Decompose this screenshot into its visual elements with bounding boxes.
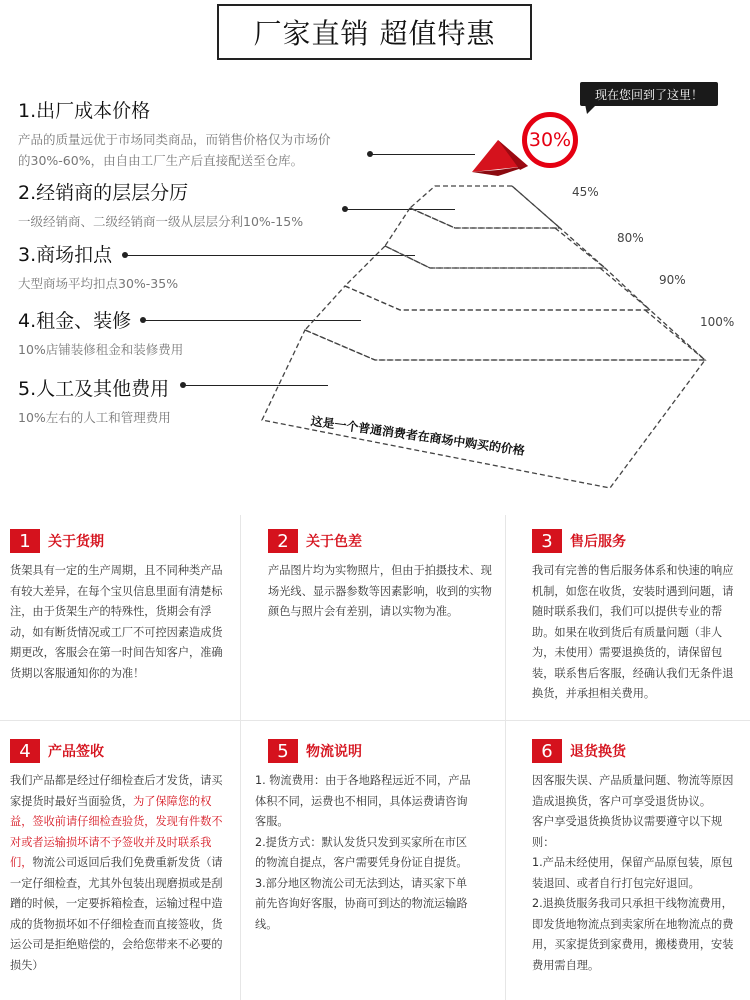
- level-percent: 80%: [617, 231, 644, 245]
- info-grid: [0, 515, 750, 1000]
- section-number: 4: [10, 739, 40, 763]
- percent-badge: 30%: [522, 112, 578, 168]
- section-color: [268, 525, 493, 623]
- section-title: 退货换货: [570, 744, 626, 760]
- level-percent: 45%: [572, 185, 599, 199]
- section-text: 物流公司返回后我们免费重新发货（请一定仔细检查，尤其外包装出现磨损或是刮蹭的时候，一定要拆箱检查，运输过程中造成的货物损坏如不仔细检查而直接签收，货运公司是拒绝赔偿的，会给您带来不必要的损失）: [10, 856, 223, 972]
- cost-item-desc: 大型商场平均扣点30%-35%: [18, 276, 179, 291]
- section-title: 关于货期: [48, 534, 104, 550]
- section-text: 产品图片均为实物照片，但由于拍摄技术、现场光线、显示器参数等因素影响，收到的实物颜色与照片会有差别，请以实物为准。: [268, 564, 492, 618]
- section-text: 因客服失误、产品质量问题、物流等原因造成退换货，客户可享受退货协议。: [532, 774, 734, 808]
- section-body: [10, 771, 232, 976]
- section-number: 5: [268, 739, 298, 763]
- section-receipt: [10, 735, 232, 976]
- cost-item-title: 5.人工及其他费用: [18, 378, 170, 400]
- cost-item-desc-line: 产品的质量远优于市场同类商品，而销售价格仅为市场价: [18, 132, 331, 147]
- cost-item-title: 2.经销商的层层分厉: [18, 182, 189, 204]
- grid-divider: [0, 720, 750, 721]
- section-number: 3: [532, 529, 562, 553]
- section-text: 我司有完善的售后服务体系和快速的响应机制，如您在收货，安装时遇到问题，请随时联系我们，我们可以提供专业的帮助。如果在收到货后有质量问题（非人为，未使用）需要退换货的，请保留包装，联系售后客服，经确认我们无条件退换货，并承担相关费用。: [532, 564, 734, 700]
- section-body: [532, 771, 744, 976]
- pyramid-base-text: 这是一个普通消费者在商场中购买的价格: [309, 413, 526, 458]
- section-title: 产品签收: [48, 744, 104, 760]
- grid-divider: [240, 515, 241, 1000]
- section-number: 6: [532, 739, 562, 763]
- bubble-tail-icon: [585, 104, 597, 114]
- cost-item-desc-line: 的30%-60%，由自由工厂生产后直接配送至仓库。: [18, 153, 304, 168]
- level-percent: 100%: [700, 315, 735, 329]
- cost-item-desc: 10%店铺装修租金和装修费用: [18, 342, 184, 357]
- section-text: 1. 物流费用：由于各地路程远近不同，产品体积不同，运费也不相同，具体运费请咨询客服。: [255, 774, 471, 828]
- page-title: 厂家直销 超值特惠: [253, 17, 496, 50]
- section-after-sales: [532, 525, 744, 705]
- section-title: 售后服务: [570, 534, 626, 550]
- cost-item-title: 3.商场扣点: [18, 244, 113, 266]
- cost-item-title: 4.租金、装修: [18, 310, 132, 332]
- level-percent: 90%: [659, 273, 686, 287]
- section-body: [532, 561, 744, 705]
- section-body: [268, 561, 493, 623]
- section-text: 我们产品都是经过仔细检查后才发货，请买家提货时最好当面验货，: [10, 774, 223, 808]
- cost-item-desc: 10%左右的人工和管理费用: [18, 410, 171, 425]
- section-returns: [532, 735, 744, 976]
- section-logistics: [255, 735, 475, 935]
- section-text: 2.提货方式：默认发货只发到买家所在市区的物流自提点，客户需要凭身份证自提货。: [255, 835, 468, 869]
- section-text: 货架具有一定的生产周期，且不同种类产品有较大差异，在每个宝贝信息里面有清楚标注，由于货架生产的特殊性，货期会有浮动，如有断货情况或工厂不可控因素造成货期更改，客服会在第一时间告知客户，准确货期以客服通知你的为准！: [10, 564, 223, 680]
- section-text: 1.产品未经使用，保留产品原包装，原包装退回、或者自行打包完好退回。: [532, 856, 733, 890]
- cost-item-desc: 一级经销商、二级经销商一级从层层分利10%-15%: [18, 214, 304, 229]
- section-title: 物流说明: [306, 744, 362, 760]
- section-text: 2.退换货服务我司只承担干线物流费用，即发货地物流点到卖家所在地物流点的费用，买家提货到家费用，搬楼费用，安装费用需自理。: [532, 897, 734, 972]
- section-body: [10, 561, 232, 684]
- cost-item-title: 1.出厂成本价格: [18, 100, 151, 122]
- section-number: 1: [10, 529, 40, 553]
- section-body: [255, 771, 475, 935]
- section-text: 客户享受退货换货协议需要遵守以下规则：: [532, 815, 723, 849]
- grid-divider: [505, 515, 506, 1000]
- callout-bubble: 现在您回到了这里！: [580, 82, 718, 106]
- section-delivery: [10, 525, 232, 684]
- section-text: 3.部分地区物流公司无法到达，请买家下单前先咨询好客服，协商可到达的物流运输路线。: [255, 876, 468, 931]
- section-number: 2: [268, 529, 298, 553]
- section-title: 关于色差: [306, 534, 362, 550]
- section-warning-text: 为了保障您的权益，签收前请仔细检查验货，发现有件数不对或者运输损坏请不予签收并及时联系我们，: [10, 794, 223, 869]
